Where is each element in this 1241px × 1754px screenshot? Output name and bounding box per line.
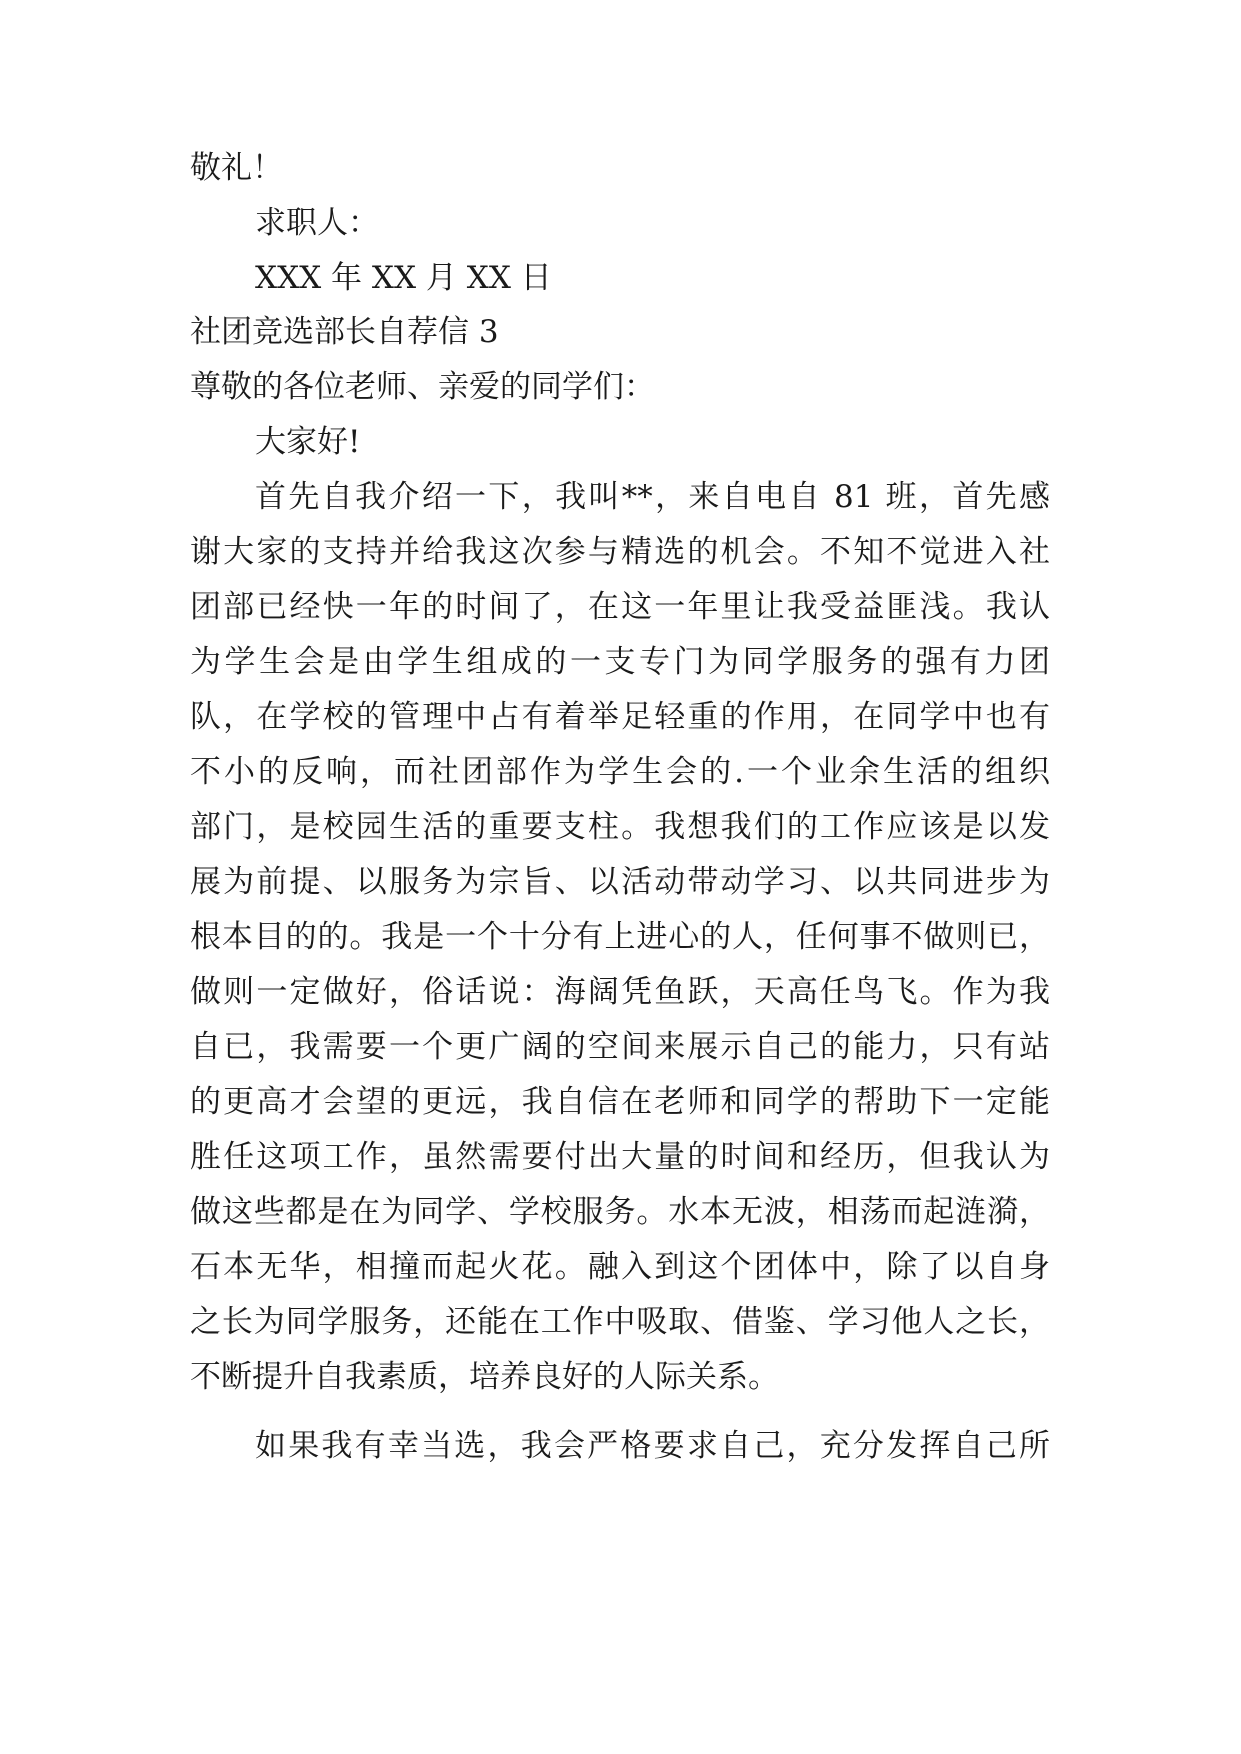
letter-greeting: 尊敬的各位老师、亲爱的同学们： xyxy=(190,369,655,405)
paragraph-line: 根本目的的。我是一个十分有上进心的人，任何事不做则已， xyxy=(190,919,1050,955)
paragraph-line: 不断提升自我素质，培养良好的人际关系。 xyxy=(190,1359,779,1395)
paragraph-line: 为学生会是由学生组成的一支专门为同学服务的强有力团 xyxy=(190,644,1050,680)
paragraph-line: 胜任这项工作，虽然需要付出大量的时间和经历，但我认为 xyxy=(190,1139,1050,1175)
letter-date: XXX 年 XX 月 XX 日 xyxy=(255,260,552,296)
paragraph-line: 做则一定做好，俗话说：海阔凭鱼跃，天高任鸟飞。作为我 xyxy=(190,974,1050,1010)
letter-title: 社团竞选部长自荐信 3 xyxy=(190,314,499,350)
paragraph-line: 团部已经快一年的时间了，在这一年里让我受益匪浅。我认 xyxy=(190,589,1050,625)
paragraph-line: 不小的反响，而社团部作为学生会的.一个业余生活的组织 xyxy=(190,754,1050,790)
paragraph-line: 的更高才会望的更远，我自信在老师和同学的帮助下一定能 xyxy=(190,1084,1050,1120)
paragraph-line: 谢大家的支持并给我这次参与精选的机会。不知不觉进入社 xyxy=(190,534,1050,570)
closing-salute: 敬礼！ xyxy=(190,150,283,186)
paragraph-line: 展为前提、以服务为宗旨、以活动带动学习、以共同进步为 xyxy=(190,864,1050,900)
paragraph-line: 之长为同学服务，还能在工作中吸取、借鉴、学习他人之长， xyxy=(190,1304,1050,1340)
paragraph-line: 做这些都是在为同学、学校服务。水本无波，相荡而起涟漪， xyxy=(190,1194,1050,1230)
paragraph-line: 首先自我介绍一下，我叫**，来自电自 81 班，首先感 xyxy=(255,479,1050,515)
paragraph-line: 自已，我需要一个更广阔的空间来展示自己的能力，只有站 xyxy=(190,1029,1050,1065)
paragraph-line: 部门，是校园生活的重要支柱。我想我们的工作应该是以发 xyxy=(190,809,1050,845)
paragraph-line: 石本无华，相撞而起火花。融入到这个团体中，除了以自身 xyxy=(190,1249,1050,1285)
applicant-label: 求职人： xyxy=(255,205,379,241)
letter-hello: 大家好! xyxy=(255,424,361,460)
paragraph-line: 如果我有幸当选，我会严格要求自己，充分发挥自己所 xyxy=(255,1428,1050,1464)
paragraph-line: 队，在学校的管理中占有着举足轻重的作用，在同学中也有 xyxy=(190,699,1050,735)
